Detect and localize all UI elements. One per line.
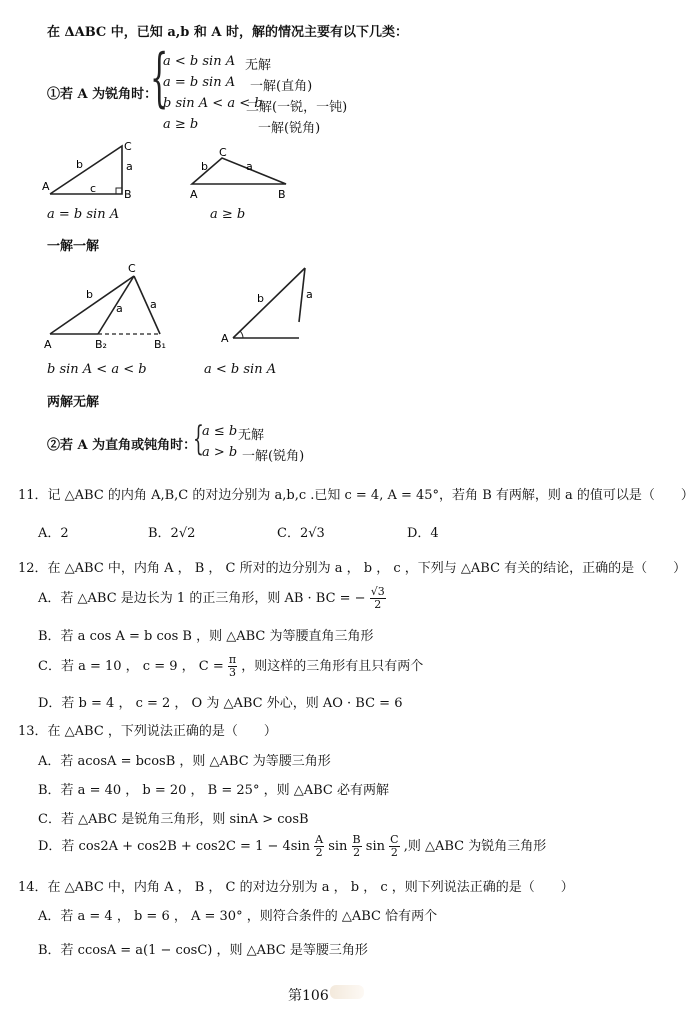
case1-result-2: 一解(直角) — [250, 79, 313, 94]
case2-label: ②若 A 为直角或钝角时： — [47, 438, 197, 453]
q12-option-c-fraction — [228, 654, 237, 679]
q12-option-a-text: A．若 △ABC 是边长为 1 的正三角形，则 AB · BC = − — [38, 591, 366, 606]
q11-option-c: C．2√3 — [277, 526, 325, 541]
footer-smudge — [330, 985, 364, 999]
fig2-label-B: B — [278, 188, 286, 201]
fig4-label-b: b — [257, 292, 264, 305]
case1-brace: { — [150, 41, 169, 115]
q12-option-b: B．若 a cos A = b cos B ，则 △ABC 为等腰直角三角形 — [38, 629, 374, 644]
q12-option-c-den: 3 — [229, 666, 236, 679]
q13-option-d — [38, 834, 546, 859]
q13-option-d-frac-b-den: 2 — [353, 846, 361, 859]
q14-option-b: B．若 ccosA = a(1 − cosC) ，则 △ABC 是等腰三角形 — [38, 943, 368, 958]
q12-option-d: D．若 b = 4 ， c = 2 ， O 为 △ABC 外心，则 AO · BC = 6 — [38, 696, 403, 711]
caption-fig4: a < b sin A — [204, 362, 277, 377]
case2-result-2: 一解(锐角) — [242, 449, 305, 464]
q13-option-b: B．若 a = 40 ， b = 20 ， B = 25° ，则 △ABC 必有两解 — [38, 783, 389, 798]
figure-no-solution — [215, 262, 325, 352]
q12-option-a-fraction — [370, 586, 386, 611]
case2-brace: { — [193, 419, 204, 459]
q13-option-d-frac-c — [389, 834, 399, 859]
q13-option-d-pre: D．若 cos2A + cos2B + cos2C = 1 − 4sin — [38, 839, 310, 854]
caption-fig1: a = b sin A — [47, 207, 120, 222]
fig1-label-c: c — [90, 182, 97, 195]
q12-option-c — [38, 654, 423, 679]
q13-option-d-frac-b-num: B — [352, 833, 361, 846]
q14-stem: 14．在 △ABC 中，内角 A ， B ， C 的对边分别为 a ， b ， c ，则下列说法正确的是（ ） — [18, 880, 574, 895]
intro-text: 在 ΔABC 中，已知 a,b 和 A 时，解的情况主要有以下几类： — [47, 25, 409, 40]
fig3-label-a-outer: a — [150, 298, 157, 311]
q13-option-d-sin-2: sin — [365, 839, 385, 854]
q13-option-d-sin-1: sin — [328, 839, 348, 854]
q13-option-d-post: ,则 △ABC 为锐角三角形 — [403, 839, 547, 854]
fig3-label-A: A — [44, 338, 52, 351]
case1-result-1: 无解 — [245, 58, 272, 73]
fig1-label-B: B — [124, 188, 132, 201]
q13-option-d-frac-a — [314, 834, 324, 859]
heading-two-none: 两解无解 — [47, 395, 100, 410]
caption-fig2: a ≥ b — [210, 207, 246, 222]
figure-triangle-a-ge-b — [186, 144, 296, 202]
case1-label: ①若 A 为锐角时： — [47, 87, 158, 102]
case1-cond-1: a < b sin A — [163, 54, 236, 69]
q12-stem: 12．在 △ABC 中，内角 A ， B ， C 所对的边分别为 a ， b ， c ，下列与 △ABC 有关的结论，正确的是（ ） — [18, 561, 687, 576]
q14-option-a: A．若 a = 4 ， b = 6 ， A = 30° ，则符合条件的 △ABC 恰有两个 — [38, 909, 438, 924]
q11-option-d: D．4 — [407, 526, 439, 541]
fig1-label-C: C — [124, 140, 132, 153]
fig4-label-a: a — [306, 288, 313, 301]
q11-option-b: B．2√2 — [148, 526, 196, 541]
fig2-label-a: a — [246, 160, 253, 173]
heading-one-one: 一解一解 — [47, 239, 100, 254]
case2-result-1: 无解 — [238, 428, 265, 443]
q13-option-d-frac-b — [352, 834, 362, 859]
fig3-label-C: C — [128, 262, 136, 275]
q13-option-c: C．若 △ABC 是锐角三角形，则 sinA > cosB — [38, 812, 309, 827]
q13-option-d-frac-a-den: 2 — [315, 846, 323, 859]
q12-option-c-pre: C．若 a = 10 ， c = 9 ， C = — [38, 659, 224, 674]
fig3-label-B1: B₁ — [154, 338, 166, 351]
figure-right-triangle — [40, 138, 150, 203]
fig1-label-b: b — [76, 158, 83, 171]
q13-option-a: A．若 acosA = bcosB ，则 △ABC 为等腰三角形 — [38, 754, 331, 769]
case1-result-4: 一解(锐角) — [258, 121, 321, 136]
case1-cond-4: a ≥ b — [163, 117, 199, 132]
q11-stem: 11．记 △ABC 的内角 A,B,C 的对边分别为 a,b,c .已知 c = 4, A = 45°，若角 B 有两解，则 a 的值可以是（ ） — [18, 488, 694, 503]
case1-result-3: 二解(一锐，一钝) — [246, 100, 348, 115]
caption-fig3: b sin A < a < b — [47, 362, 147, 377]
fig2-label-A: A — [190, 188, 198, 201]
fig4-label-A: A — [221, 332, 229, 345]
q13-stem: 13．在 △ABC ，下列说法正确的是（ ） — [18, 724, 277, 739]
q12-option-c-post: ，则这样的三角形有且只有两个 — [241, 659, 424, 674]
case2-cond-1: a ≤ b — [202, 424, 238, 439]
q13-option-d-frac-a-num: A — [315, 833, 324, 846]
fig3-label-B2: B₂ — [95, 338, 107, 351]
q13-option-d-frac-c-num: C — [390, 833, 399, 846]
fig1-label-a: a — [126, 160, 133, 173]
fig3-label-b: b — [86, 288, 93, 301]
q12-option-a-den: 2 — [374, 598, 382, 611]
fig2-label-C: C — [219, 146, 227, 159]
case1-cond-2: a = b sin A — [163, 75, 236, 90]
fig3-label-a-inner: a — [116, 302, 123, 315]
q12-option-a — [38, 586, 386, 611]
page-number: 第106 — [288, 988, 329, 1004]
q12-option-a-num: √3 — [370, 585, 385, 598]
q13-option-d-frac-c-den: 2 — [390, 846, 398, 859]
q12-option-c-num: π — [228, 653, 237, 666]
case2-cond-2: a > b — [202, 445, 238, 460]
q11-option-a: A．2 — [38, 526, 69, 541]
case1-cond-3: b sin A < a < b — [163, 96, 263, 111]
fig1-label-A: A — [42, 180, 50, 193]
figure-two-solutions — [40, 262, 180, 352]
fig2-label-b: b — [201, 160, 208, 173]
